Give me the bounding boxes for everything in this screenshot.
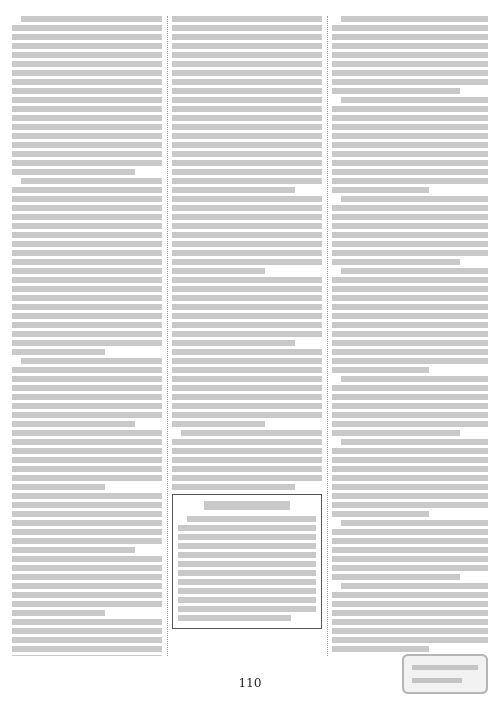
column-divider	[327, 16, 328, 656]
column-divider	[167, 16, 168, 656]
page-number: 110	[238, 676, 262, 690]
answer-column-1	[12, 16, 162, 656]
answer-column-2	[172, 16, 322, 656]
answer-text-column-2	[172, 16, 322, 490]
sample-essay-box	[172, 494, 322, 629]
sample-essay-body	[178, 516, 316, 621]
sample-essay-title	[204, 501, 290, 510]
answer-text-column-1	[12, 16, 162, 656]
watermark-logo	[402, 654, 488, 694]
answer-text-column-3	[332, 16, 488, 652]
answer-column-3	[332, 16, 488, 656]
